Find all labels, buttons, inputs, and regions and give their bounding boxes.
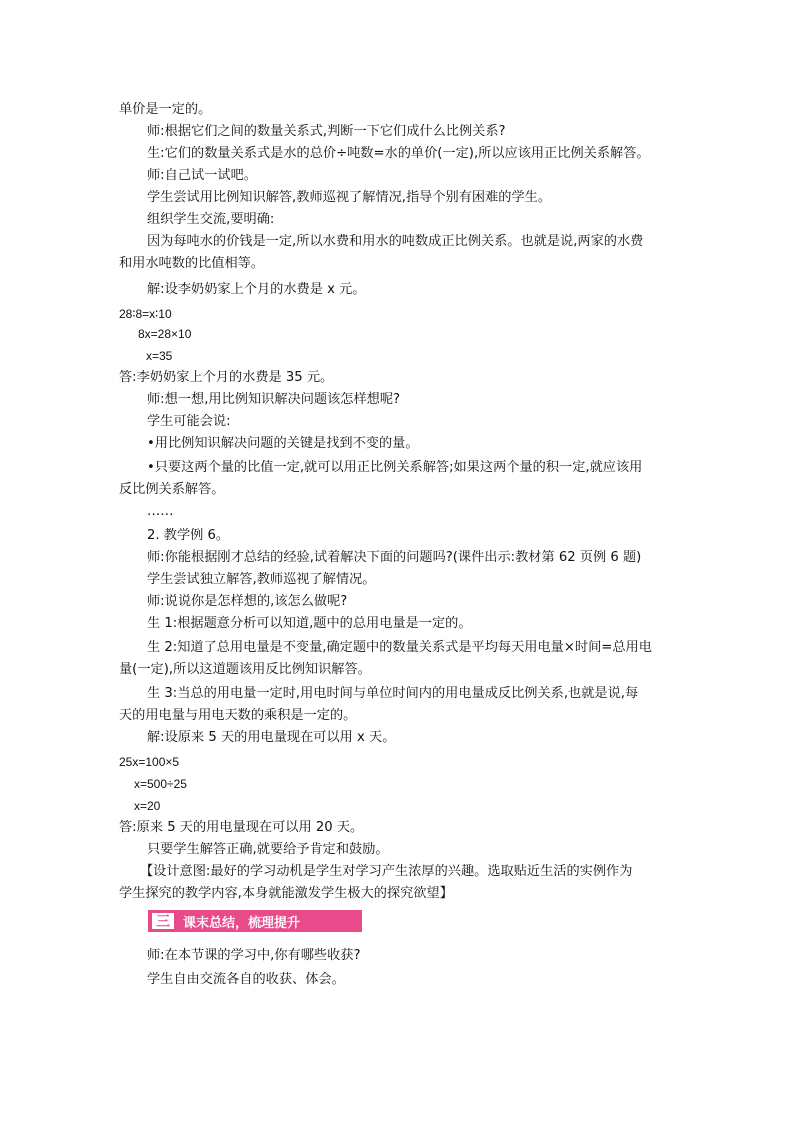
text-line: 组织学生交流,要明确: (147, 212, 275, 227)
text-line: 学生尝试用比例知识解答,教师巡视了解情况,指导个别有困难的学生。 (147, 190, 552, 205)
text-line: 【设计意图:最好的学习动机是学生对学习产生浓厚的兴趣。选取贴近生活的实例作为 (140, 864, 633, 879)
text-line: 学生可能会说: (147, 414, 231, 429)
equation-line: 8x=28×10 (138, 327, 192, 341)
text-line: •用比例知识解决问题的关键是找到不变的量。 (147, 436, 419, 451)
text-line: 师:在本节课的学习中,你有哪些收获? (147, 948, 361, 963)
text-line: 生 1:根据题意分析可以知道,题中的总用电量是一定的。 (147, 616, 472, 631)
text-line: 答:原来 5 天的用电量现在可以用 20 天。 (119, 820, 364, 835)
equation-line: 25x=100×5 (119, 755, 180, 769)
text-line: 师:自己试一试吧。 (147, 168, 257, 183)
text-line: 单价是一定的。 (119, 102, 212, 117)
section-title: 课末总结，梳理提升 (183, 915, 301, 931)
text-line: 因为每吨水的价钱是一定,所以水费和用水的吨数成正比例关系。也就是说,两家的水费 (147, 234, 644, 249)
text-line: 反比例关系解答。 (119, 482, 225, 497)
section-number: 三 (151, 912, 175, 930)
text-line: 量(一定),所以这道题该用反比例知识解答。 (119, 662, 371, 677)
text-line: 生 3:当总的用电量一定时,用电时间与单位时间内的用电量成反比例关系,也就是说,每 (147, 686, 639, 701)
text-line: 学生探究的教学内容,本身就能激发学生极大的探究欲望】 (119, 886, 453, 901)
text-line: 和用水吨数的比值相等。 (119, 256, 265, 271)
text-line: 2. 教学例 6。 (147, 528, 230, 543)
text-line: 师:说说你是怎样想的,该怎么做呢? (147, 594, 348, 609)
text-line: 解:设李奶奶家上个月的水费是 x 元。 (147, 282, 366, 297)
equation-line: x=500÷25 (134, 777, 187, 791)
text-line: …… (147, 504, 174, 519)
text-line: 学生自由交流各自的收获、体会。 (147, 972, 345, 987)
equation-line: x=20 (134, 799, 161, 813)
text-line: 师:想一想,用比例知识解决问题该怎样想呢? (147, 392, 401, 407)
section-banner (148, 910, 362, 932)
text-line: 生:它们的数量关系式是水的总价÷吨数=水的单价(一定),所以应该用正比例关系解答。 (147, 146, 650, 161)
text-line: 答:李奶奶家上个月的水费是 35 元。 (119, 370, 334, 385)
equation-line: 28∶8=x∶10 (119, 307, 172, 321)
text-line: 学生尝试独立解答,教师巡视了解情况。 (147, 572, 376, 587)
text-line: 只要学生解答正确,就要给予肯定和鼓励。 (147, 842, 389, 857)
text-line: 生 2:知道了总用电量是不变量,确定题中的数量关系式是平均每天用电量×时间=总用电 (147, 640, 652, 655)
text-line: 天的用电量与用电天数的乘积是一定的。 (119, 708, 357, 723)
text-line: •只要这两个量的比值一定,就可以用正比例关系解答;如果这两个量的积一定,就应该用 (147, 460, 643, 475)
text-line: 师:你能根据刚才总结的经验,试着解决下面的问题吗?(课件出示:教材第 62 页例 6 题) (147, 550, 642, 565)
text-line: 师:根据它们之间的数量关系式,判断一下它们成什么比例关系? (147, 124, 506, 139)
text-line: 解:设原来 5 天的用电量现在可以用 x 天。 (147, 730, 396, 745)
equation-line: x=35 (146, 349, 173, 363)
